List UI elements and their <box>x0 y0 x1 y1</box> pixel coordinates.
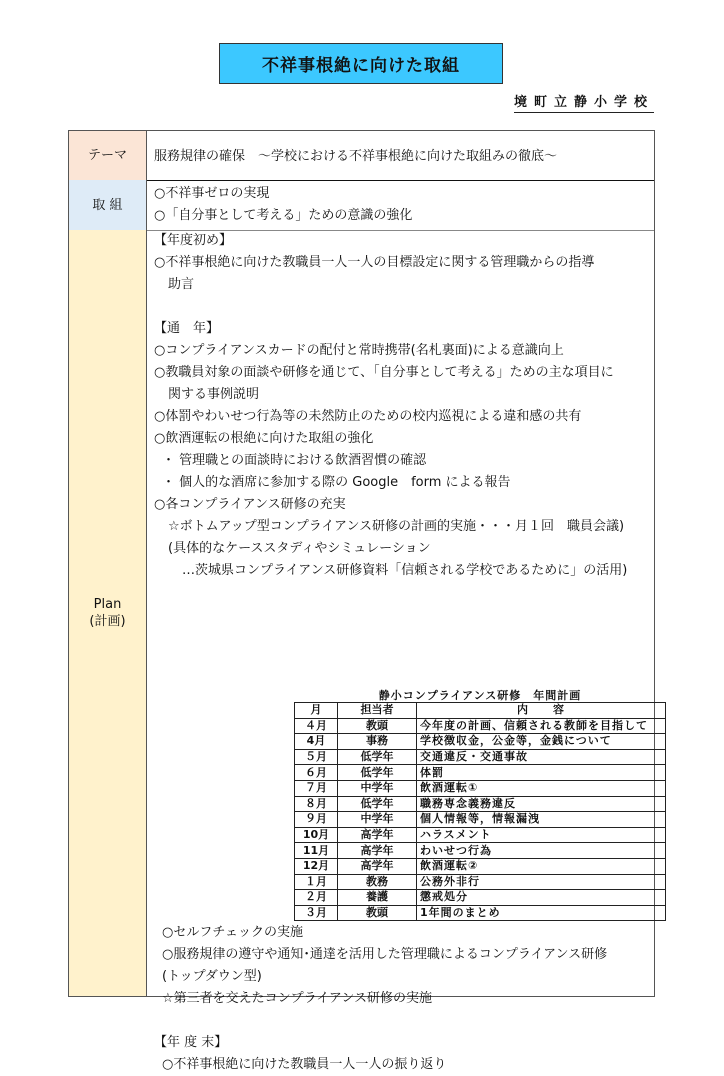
schedule-month: ２月 <box>295 890 338 906</box>
schedule-title: 静小コンプライアンス研修 年間計画 <box>378 689 582 702</box>
schedule-content: 個人情報等，情報漏洩 <box>417 812 666 828</box>
plan-item: ○不祥事根絶に向けた教職員一人一人の振り返り <box>162 1057 447 1072</box>
schedule-row <box>295 812 666 828</box>
plan-subitem: ・ 個人的な酒席に参加する際の Google form による報告 <box>162 475 511 490</box>
torikumi-item: ○「自分事として考える」ための意識の強化 <box>154 208 413 223</box>
schedule-grid <box>294 702 666 921</box>
schedule-row <box>295 749 666 765</box>
schedule-person: 教頭 <box>338 718 417 734</box>
school-name: 境町立静小学校 <box>514 95 654 113</box>
plan-item: ○教職員対象の面談や研修を通じて、「自分事として考える」ための主な項目に <box>154 365 614 380</box>
schedule-month: ３月 <box>295 905 338 921</box>
schedule-person: 教頭 <box>338 905 417 921</box>
schedule-person: 高学年 <box>338 827 417 843</box>
plan-table <box>68 130 655 1072</box>
schedule-month: 4月 <box>295 734 338 750</box>
plan-subitem: ・ 管理職との面談時における飲酒習慣の確認 <box>162 453 427 468</box>
plan-item: ○セルフチェックの実施 <box>162 925 303 940</box>
theme-text: 服務規律の確保 ～学校における不祥事根絶に向けた取組みの徹底～ <box>154 149 558 164</box>
schedule-content: 1年間のまとめ <box>417 905 666 921</box>
schedule-month: ９月 <box>295 812 338 828</box>
plan-item: ○不祥事根絶に向けた教職員一人一人の目標設定に関する管理職からの指導 <box>154 255 595 270</box>
theme-content <box>147 131 654 180</box>
schedule-person: 低学年 <box>338 796 417 812</box>
theme-label: テーマ <box>69 131 147 180</box>
schedule-person: 養護 <box>338 890 417 906</box>
schedule-month: ５月 <box>295 749 338 765</box>
schedule-content: 飲酒運転② <box>417 858 666 874</box>
header-month: 月 <box>295 703 338 719</box>
schedule-row <box>295 734 666 750</box>
plan-item: ○飲酒運転の根絶に向けた取組の強化 <box>154 431 374 446</box>
schedule-month: ８月 <box>295 796 338 812</box>
schedule-month: 12月 <box>295 858 338 874</box>
schedule-row <box>295 718 666 734</box>
plan-label <box>69 230 147 996</box>
schedule-person: 教務 <box>338 874 417 890</box>
schedule-row <box>295 796 666 812</box>
schedule-content: 交通違反・交通事故 <box>417 749 666 765</box>
plan-subitem: …茨城県コンプライアンス研修資料「信頼される学校であるために」の活用) <box>182 563 628 578</box>
schedule-row <box>295 765 666 781</box>
schedule-row <box>295 843 666 859</box>
section-heading: 【通 年】 <box>154 321 220 336</box>
schedule-person: 低学年 <box>338 765 417 781</box>
torikumi-content <box>147 180 654 230</box>
schedule-person: 低学年 <box>338 749 417 765</box>
schedule-person: 高学年 <box>338 843 417 859</box>
header-content: 内 容 <box>417 703 666 719</box>
schedule-month: 10月 <box>295 827 338 843</box>
plan-item-cont: (トップダウン型) <box>162 969 262 984</box>
schedule-row <box>295 780 666 796</box>
page-title: 不祥事根絶に向けた取組 <box>219 43 503 84</box>
schedule-content: わいせつ行為 <box>417 843 666 859</box>
plan-item: ○各コンプライアンス研修の充実 <box>154 497 346 512</box>
schedule-table <box>294 690 666 921</box>
plan-content <box>147 230 654 1072</box>
schedule-month: ４月 <box>295 718 338 734</box>
torikumi-row <box>69 180 654 231</box>
spacer <box>154 296 650 318</box>
plan-row <box>69 230 654 1072</box>
schedule-row <box>295 858 666 874</box>
plan-label-ja: (計画) <box>89 614 126 629</box>
schedule-row <box>295 874 666 890</box>
schedule-month: 11月 <box>295 843 338 859</box>
theme-row <box>69 131 654 181</box>
header-person: 担当者 <box>338 703 417 719</box>
schedule-row <box>295 890 666 906</box>
spacer <box>154 1010 650 1032</box>
plan-subitem: ☆ボトムアップ型コンプライアンス研修の計画的実施・・・月１回 職員会議) <box>168 519 625 534</box>
schedule-person: 中学年 <box>338 812 417 828</box>
schedule-content: 飲酒運転① <box>417 780 666 796</box>
schedule-header-row <box>295 703 666 719</box>
schedule-content: 今年度の計画、信頼される教師を目指して <box>417 718 666 734</box>
plan-label-en: Plan <box>93 597 122 612</box>
torikumi-item: ○不祥事ゼロの実現 <box>154 186 270 201</box>
schedule-content: 職務専念義務違反 <box>417 796 666 812</box>
schedule-row <box>295 905 666 921</box>
schedule-person: 事務 <box>338 734 417 750</box>
plan-item: ○体罰やわいせつ行為等の未然防止のための校内巡視による違和感の共有 <box>154 409 582 424</box>
plan-item: ○コンプライアンスカードの配付と常時携帯(名札裏面)による意識向上 <box>154 343 564 358</box>
schedule-month: １月 <box>295 874 338 890</box>
plan-item-cont: 助言 <box>168 277 195 292</box>
schedule-content: 学校徴収金，公金等，金銭について <box>417 734 666 750</box>
schedule-person: 高学年 <box>338 858 417 874</box>
schedule-row <box>295 827 666 843</box>
schedule-month: ６月 <box>295 765 338 781</box>
plan-item: ☆第三者を交えたコンプライアンス研修の実施 <box>162 991 432 1006</box>
section-heading: 【年 度 末】 <box>154 1035 228 1050</box>
plan-subitem: (具体的なケーススタディやシミュレーション <box>168 541 431 556</box>
schedule-month: ７月 <box>295 780 338 796</box>
plan-item: ○服務規律の遵守や通知･通達を活用した管理職によるコンプライアンス研修 <box>162 947 608 962</box>
schedule-content: ハラスメント <box>417 827 666 843</box>
schedule-content: 公務外非行 <box>417 874 666 890</box>
plan-item-cont: 関する事例説明 <box>168 387 260 402</box>
torikumi-label: 取 組 <box>69 180 147 230</box>
schedule-content: 懲戒処分 <box>417 890 666 906</box>
section-heading: 【年度初め】 <box>154 233 233 248</box>
schedule-person: 中学年 <box>338 780 417 796</box>
schedule-content: 体罰 <box>417 765 666 781</box>
